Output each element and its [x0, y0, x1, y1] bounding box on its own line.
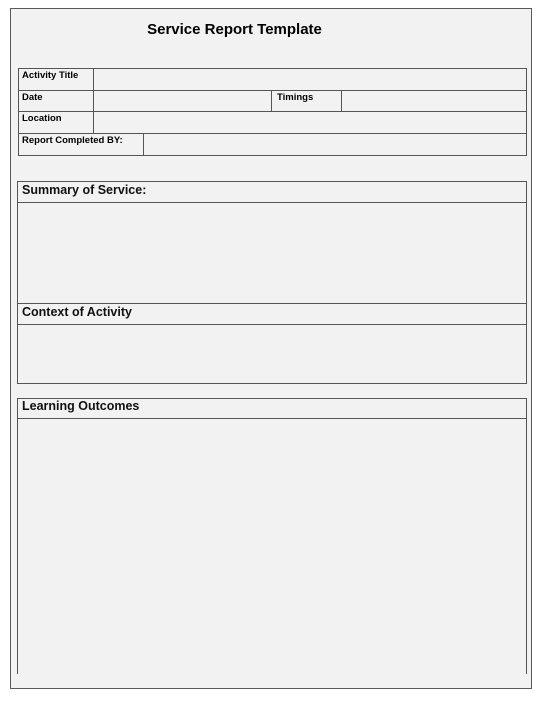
- activity-title-label: Activity Title: [22, 70, 79, 81]
- context-of-activity-heading: Context of Activity: [22, 305, 132, 319]
- location-field[interactable]: [94, 112, 526, 133]
- page-title: Service Report Template: [147, 21, 322, 38]
- report-completed-field[interactable]: [144, 134, 526, 155]
- summary-of-service-field[interactable]: [18, 203, 526, 303]
- timings-label: Timings: [277, 92, 314, 103]
- learning-outcomes-field[interactable]: [18, 419, 526, 674]
- context-of-activity-field[interactable]: [18, 325, 526, 383]
- learning-outcomes-right-border: [526, 418, 527, 674]
- activity-title-field[interactable]: [94, 69, 526, 90]
- report-completed-label: Report Completed BY:: [22, 135, 123, 146]
- location-label: Location: [22, 113, 62, 124]
- summary-of-service-heading: Summary of Service:: [22, 183, 147, 197]
- date-field[interactable]: [94, 91, 271, 111]
- learning-outcomes-heading: Learning Outcomes: [22, 399, 140, 413]
- info-table-col-divider: [271, 90, 272, 111]
- timings-field[interactable]: [342, 91, 526, 111]
- date-label: Date: [22, 92, 43, 103]
- context-header-top-divider: [17, 303, 527, 304]
- document-page: [10, 8, 532, 689]
